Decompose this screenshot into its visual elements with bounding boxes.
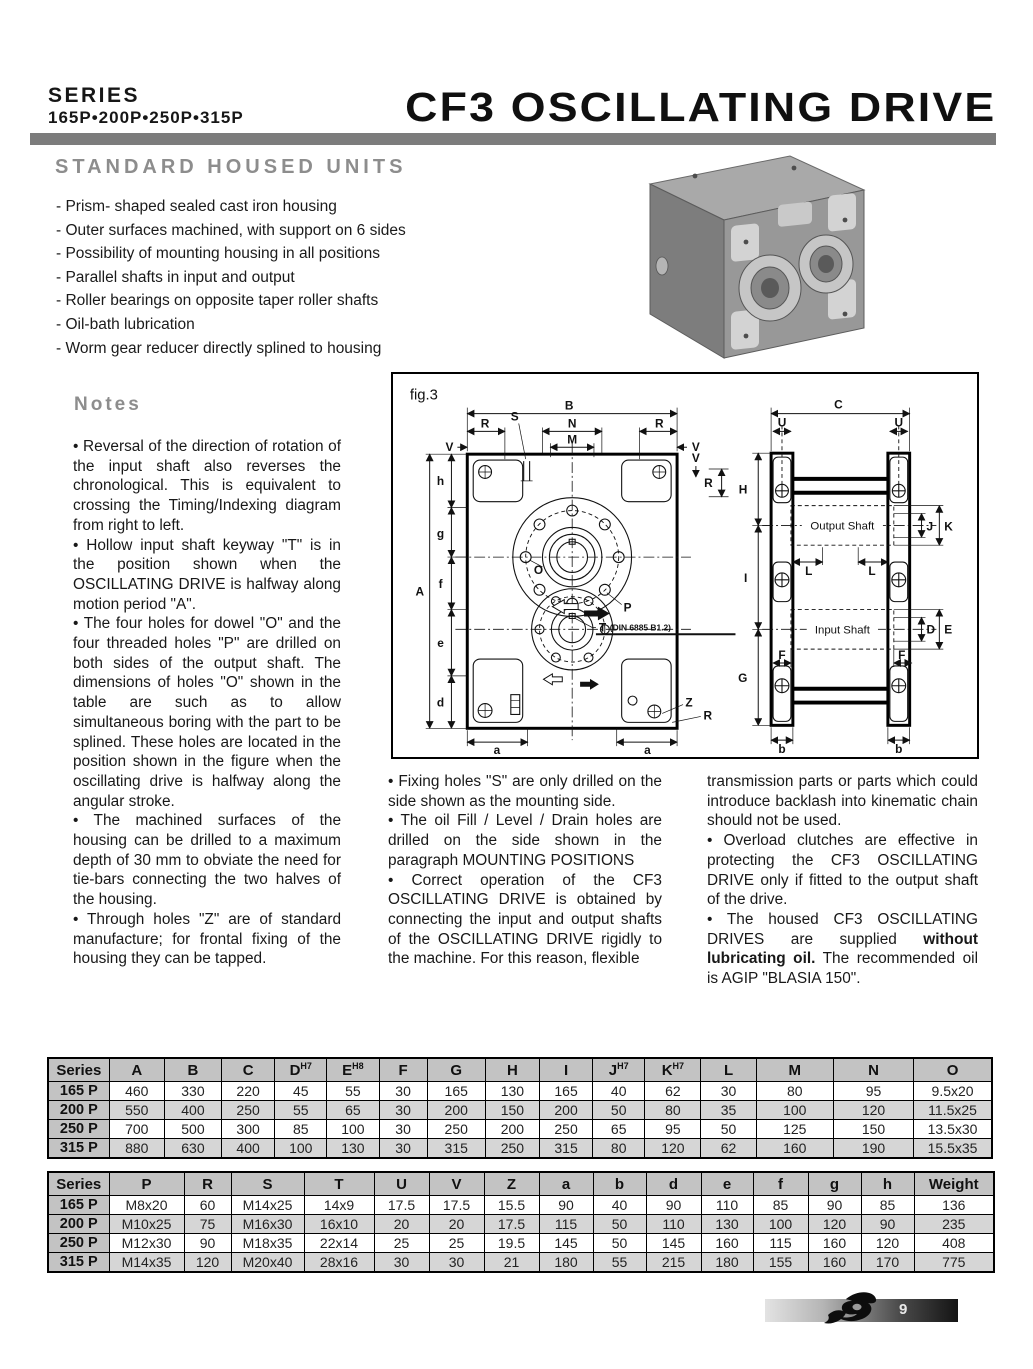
value-cell: 200 (485, 1120, 539, 1139)
feature-item: - Oil-bath lubrication (56, 315, 195, 333)
value-cell: 330 (164, 1082, 221, 1101)
value-cell: 30 (374, 1253, 429, 1273)
value-cell: 13.5x30 (914, 1120, 992, 1139)
column-header: A (109, 1058, 164, 1082)
dim-label-E: E (944, 622, 953, 637)
value-cell: 120 (808, 1215, 861, 1234)
value-cell: 90 (539, 1196, 593, 1215)
dim-label-U: U (777, 415, 787, 430)
value-cell: 160 (808, 1234, 861, 1253)
figure-caption: fig.3 (409, 387, 438, 404)
column-header: $K^{H7}$ (645, 1058, 701, 1082)
value-cell: 20 (374, 1215, 429, 1234)
dim-label-F: F (898, 648, 906, 663)
note-paragraph: • Fixing holes "S" are only drilled on the side shown as the mounting side. (388, 773, 662, 810)
value-cell: M18x35 (231, 1234, 304, 1253)
table-row (48, 1215, 994, 1234)
section-heading-notes: Notes (74, 394, 142, 415)
column-header: b (593, 1172, 646, 1196)
value-cell: 130 (701, 1215, 753, 1234)
value-cell: 150 (833, 1120, 913, 1139)
value-cell: 120 (861, 1234, 914, 1253)
table-row (48, 1101, 992, 1120)
column-header: C (222, 1058, 275, 1082)
value-cell: 100 (756, 1101, 833, 1120)
dim-label-V: V (691, 440, 700, 455)
note-paragraph: • Reversal of the direction of rotation of the input shaft also reverses the chronological. This is equivalent to crossing the Timing/Indexing diagram from right to left. (73, 438, 341, 534)
dim-label-d: d (436, 695, 445, 710)
value-cell: 125 (756, 1120, 833, 1139)
value-cell: 180 (539, 1253, 593, 1273)
dim-label-T: T (598, 620, 607, 635)
value-cell: 115 (753, 1234, 808, 1253)
column-header: h (861, 1172, 914, 1196)
value-cell: 130 (485, 1082, 539, 1101)
column-header: P (109, 1172, 184, 1196)
value-cell: 700 (109, 1120, 164, 1139)
value-cell: 160 (701, 1234, 753, 1253)
header-divider (30, 133, 996, 145)
dim-label-a: a (493, 743, 501, 757)
value-cell: 80 (645, 1101, 701, 1120)
dimensions-table-2 (47, 1171, 995, 1273)
value-cell: 30 (379, 1082, 427, 1101)
series-cell: 250 P (48, 1234, 109, 1253)
dim-label-S: S (510, 409, 519, 424)
note-paragraph: • Correct operation of the CF3 OSCILLATING DRIVE is obtained by connecting the input and output shafts of the OSCILLATING DRIVE rigidly to the machine. For this reason, flexible (388, 871, 662, 968)
column-header: M (756, 1058, 833, 1082)
dim-label-b: b (895, 742, 903, 757)
dim-label-V: V (691, 451, 700, 466)
value-cell: 200 (427, 1101, 485, 1120)
value-cell: 95 (833, 1082, 913, 1101)
value-cell: 160 (756, 1139, 833, 1159)
dim-label-B: B (564, 398, 574, 413)
value-cell: 80 (593, 1139, 645, 1159)
note-paragraph: • The machined surfaces of the housing can be drilled to a maximum depth of 30 mm to obviate the need for tie-bars connecting the two halves of the housing. (73, 812, 341, 909)
value-cell: M8x20 (109, 1196, 184, 1215)
value-cell: 15.5 (484, 1196, 539, 1215)
dim-label-C: C (834, 397, 843, 412)
table-row (48, 1234, 994, 1253)
value-cell: 250 (539, 1120, 592, 1139)
value-cell: 110 (701, 1196, 753, 1215)
feature-item: - Worm gear reducer directly splined to housing (56, 339, 382, 357)
value-cell: 145 (646, 1234, 701, 1253)
value-cell: 880 (109, 1139, 164, 1159)
value-cell: 250 (427, 1120, 485, 1139)
value-cell: 55 (593, 1253, 646, 1273)
value-cell: 35 (701, 1101, 756, 1120)
dim-label-I: I (744, 570, 748, 585)
value-cell: 22x14 (304, 1234, 374, 1253)
column-header: U (374, 1172, 429, 1196)
note-paragraph: • The housed CF3 OSCILLATING DRIVES are supplied without lubricating oil. The recommended oil is AGIP "BLASIA 150". (707, 910, 978, 988)
value-cell: 16x10 (304, 1215, 374, 1234)
value-cell: 90 (808, 1196, 861, 1215)
series-cell: 315 P (48, 1253, 109, 1273)
brand-logo-icon (816, 1285, 892, 1335)
value-cell: 315 (427, 1139, 485, 1159)
value-cell: 155 (753, 1253, 808, 1273)
column-header: Series (48, 1058, 109, 1082)
feature-item: - Parallel shafts in input and output (56, 268, 295, 286)
table-row (48, 1082, 992, 1101)
column-header: V (429, 1172, 484, 1196)
value-cell: 85 (753, 1196, 808, 1215)
notes-column-3 (707, 772, 978, 989)
value-cell: 21 (484, 1253, 539, 1273)
value-cell: 60 (184, 1196, 231, 1215)
value-cell: M14x25 (231, 1196, 304, 1215)
series-models: 165P•200P•250P•315P (48, 108, 244, 127)
dim-label-a: a (644, 743, 651, 757)
value-cell: 75 (184, 1215, 231, 1234)
note-paragraph: • The four holes for dowel "O" and the four threaded holes "P" are drilled on both sides of the output shaft. The dimensions of holes "O" shown in the table are such as to allow simultaneous boring with the part to be splined. These holes are located in the position shown in the figure when the oscillating drive is halfway along the angular stroke. (73, 615, 341, 810)
column-header: T (304, 1172, 374, 1196)
value-cell: 85 (861, 1196, 914, 1215)
dim-label-e: e (437, 636, 444, 651)
column-header: S (231, 1172, 304, 1196)
value-cell: 62 (701, 1139, 756, 1159)
value-cell: 120 (833, 1101, 913, 1120)
series-cell: 250 P (48, 1120, 109, 1139)
column-header: $E^{H8}$ (327, 1058, 379, 1082)
value-cell: 120 (184, 1253, 231, 1273)
dim-label-Z: Z (685, 695, 693, 710)
column-header: I (539, 1058, 592, 1082)
series-cell: 165 P (48, 1082, 109, 1101)
value-cell: 250 (222, 1101, 275, 1120)
column-header: g (808, 1172, 861, 1196)
note-paragraph: • Hollow input shaft keyway "T" is in the position shown when the OSCILLATING DRIVE is halfway along motion period "A". (73, 536, 341, 613)
value-cell: 215 (646, 1253, 701, 1273)
dim-label-f: f (438, 576, 443, 591)
column-header: a (539, 1172, 593, 1196)
value-cell: 235 (914, 1215, 994, 1234)
column-header: Series (48, 1172, 109, 1196)
dim-label-b: b (778, 742, 786, 757)
dim-label-K: K (944, 519, 953, 534)
dim-label-R: R (704, 475, 713, 490)
value-cell: 14x9 (304, 1196, 374, 1215)
value-cell: 9.5x20 (914, 1082, 992, 1101)
product-photo (598, 146, 876, 374)
output-shaft-label: Output Shaft (810, 520, 875, 533)
value-cell: 170 (861, 1253, 914, 1273)
column-header: f (753, 1172, 808, 1196)
value-cell: 150 (485, 1101, 539, 1120)
column-header: O (914, 1058, 992, 1082)
value-cell: 200 (539, 1101, 592, 1120)
value-cell: 17.5 (374, 1196, 429, 1215)
value-cell: 500 (164, 1120, 221, 1139)
value-cell: 100 (327, 1120, 379, 1139)
value-cell: 50 (593, 1215, 646, 1234)
dim-label-L: L (868, 563, 876, 578)
value-cell: 65 (327, 1101, 379, 1120)
value-cell: 408 (914, 1234, 994, 1253)
value-cell: M20x40 (231, 1253, 304, 1273)
notes-column-2 (388, 772, 662, 969)
value-cell: M16x30 (231, 1215, 304, 1234)
dimensions-table-1 (47, 1057, 993, 1159)
value-cell: 165 (427, 1082, 485, 1101)
value-cell: 45 (275, 1082, 327, 1101)
value-cell: 100 (275, 1139, 327, 1159)
value-cell: 190 (833, 1139, 913, 1159)
value-cell: 85 (275, 1120, 327, 1139)
value-cell: 30 (379, 1101, 427, 1120)
value-cell: 40 (593, 1082, 645, 1101)
section-heading-standard-housed-units: STANDARD HOUSED UNITS (55, 156, 407, 178)
table-row (48, 1253, 994, 1273)
feature-item: - Outer surfaces machined, with support on 6 sides (56, 221, 406, 239)
column-header: Weight (914, 1172, 994, 1196)
dim-label-J: J (926, 519, 934, 534)
dim-label-N: N (567, 416, 577, 431)
value-cell: 250 (485, 1139, 539, 1159)
value-cell: 90 (646, 1196, 701, 1215)
page-title: CF3 OSCILLATING DRIVE (404, 84, 996, 130)
value-cell: 50 (593, 1234, 646, 1253)
value-cell: 25 (374, 1234, 429, 1253)
value-cell: 65 (593, 1120, 645, 1139)
value-cell: 11.5x25 (914, 1101, 992, 1120)
value-cell: 50 (593, 1101, 645, 1120)
column-header: R (184, 1172, 231, 1196)
value-cell: 315 (539, 1139, 592, 1159)
value-cell: 20 (429, 1215, 484, 1234)
value-cell: M14x35 (109, 1253, 184, 1273)
value-cell: 30 (379, 1120, 427, 1139)
dim-label-P: P (623, 600, 632, 615)
value-cell: 90 (861, 1215, 914, 1234)
feature-item: - Prism- shaped sealed cast iron housing (56, 198, 337, 215)
dim-label-R: R (654, 416, 664, 431)
value-cell: 50 (701, 1120, 756, 1139)
value-cell: 775 (914, 1253, 994, 1273)
value-cell: 55 (327, 1082, 379, 1101)
series-cell: 200 P (48, 1215, 109, 1234)
series-cell: 200 P (48, 1101, 109, 1120)
figure-3-drawing (391, 372, 979, 759)
dim-label-L: L (805, 563, 813, 578)
dim-label-g: g (436, 526, 445, 541)
column-header: B (164, 1058, 221, 1082)
dim-label-V: V (445, 440, 454, 455)
note-paragraph: • Through holes "Z" are of standard manufacture; for frontal fixing of the housing they can be tapped. (73, 910, 341, 968)
dim-label-D: D (926, 622, 936, 637)
value-cell: 460 (109, 1082, 164, 1101)
column-header: d (646, 1172, 701, 1196)
dim-label-H: H (738, 482, 748, 497)
value-cell: 550 (109, 1101, 164, 1120)
table-row (48, 1120, 992, 1139)
value-cell: 30 (379, 1139, 427, 1159)
input-shaft-label: Input Shaft (814, 624, 870, 637)
column-header: N (833, 1058, 913, 1082)
value-cell: 19.5 (484, 1234, 539, 1253)
series-cell: 315 P (48, 1139, 109, 1159)
value-cell: 17.5 (429, 1196, 484, 1215)
dim-label-R: R (703, 708, 713, 723)
note-paragraph: • Overload clutches are effective in protecting the CF3 OSCILLATING DRIVE only if fitted to the output shaft of the drive. (707, 832, 978, 909)
column-header: L (701, 1058, 756, 1082)
value-cell: 95 (645, 1120, 701, 1139)
value-cell: 90 (184, 1234, 231, 1253)
column-header: F (379, 1058, 427, 1082)
table-row (48, 1139, 992, 1159)
value-cell: 145 (539, 1234, 593, 1253)
series-cell: 165 P (48, 1196, 109, 1215)
keyway-din-note: (DIN 6885 B1.2) (609, 622, 672, 633)
value-cell: 100 (753, 1215, 808, 1234)
value-cell: 30 (429, 1253, 484, 1273)
value-cell: 300 (222, 1120, 275, 1139)
value-cell: 630 (164, 1139, 221, 1159)
feature-item: - Roller bearings on opposite taper roller shafts (56, 292, 379, 310)
note-paragraph: • The oil Fill / Level / Drain holes are drilled on the side shown in the paragraph MOUNTING POSITIONS (388, 812, 662, 869)
value-cell: 180 (701, 1253, 753, 1273)
feature-list (56, 199, 526, 364)
feature-item: - Possibility of mounting housing in all positions (56, 245, 380, 263)
dim-label-R: R (480, 416, 490, 431)
dim-label-A: A (415, 584, 425, 599)
dim-label-F: F (778, 648, 786, 663)
value-cell: 55 (275, 1101, 327, 1120)
notes-column-1 (73, 437, 341, 969)
value-cell: 110 (646, 1215, 701, 1234)
dim-label-M: M (567, 432, 578, 447)
value-cell: 160 (808, 1253, 861, 1273)
column-header: H (485, 1058, 539, 1082)
note-paragraph: transmission parts or parts which could introduce backlash into kinematic chain should not be used. (707, 773, 978, 830)
dim-label-O: O (533, 562, 544, 577)
value-cell: 62 (645, 1082, 701, 1101)
value-cell: 165 (539, 1082, 592, 1101)
page-number: 9 (899, 1301, 908, 1318)
value-cell: 80 (756, 1082, 833, 1101)
value-cell: 115 (539, 1215, 593, 1234)
column-header: G (427, 1058, 485, 1082)
value-cell: M12x30 (109, 1234, 184, 1253)
value-cell: 30 (701, 1082, 756, 1101)
column-header: $D^{H7}$ (275, 1058, 327, 1082)
value-cell: 400 (222, 1139, 275, 1159)
value-cell: 25 (429, 1234, 484, 1253)
value-cell: 15.5x35 (914, 1139, 992, 1159)
value-cell: 40 (593, 1196, 646, 1215)
value-cell: 220 (222, 1082, 275, 1101)
dim-label-G: G (738, 670, 748, 685)
value-cell: 17.5 (484, 1215, 539, 1234)
value-cell: 28x16 (304, 1253, 374, 1273)
value-cell: 400 (164, 1101, 221, 1120)
dim-label-h: h (436, 473, 445, 488)
value-cell: M10x25 (109, 1215, 184, 1234)
column-header: $J^{H7}$ (593, 1058, 645, 1082)
value-cell: 120 (645, 1139, 701, 1159)
value-cell: 136 (914, 1196, 994, 1215)
dim-label-U: U (894, 415, 904, 430)
series-label: SERIES (48, 84, 141, 107)
column-header: Z (484, 1172, 539, 1196)
table-row (48, 1196, 994, 1215)
value-cell: 130 (327, 1139, 379, 1159)
column-header: e (701, 1172, 753, 1196)
